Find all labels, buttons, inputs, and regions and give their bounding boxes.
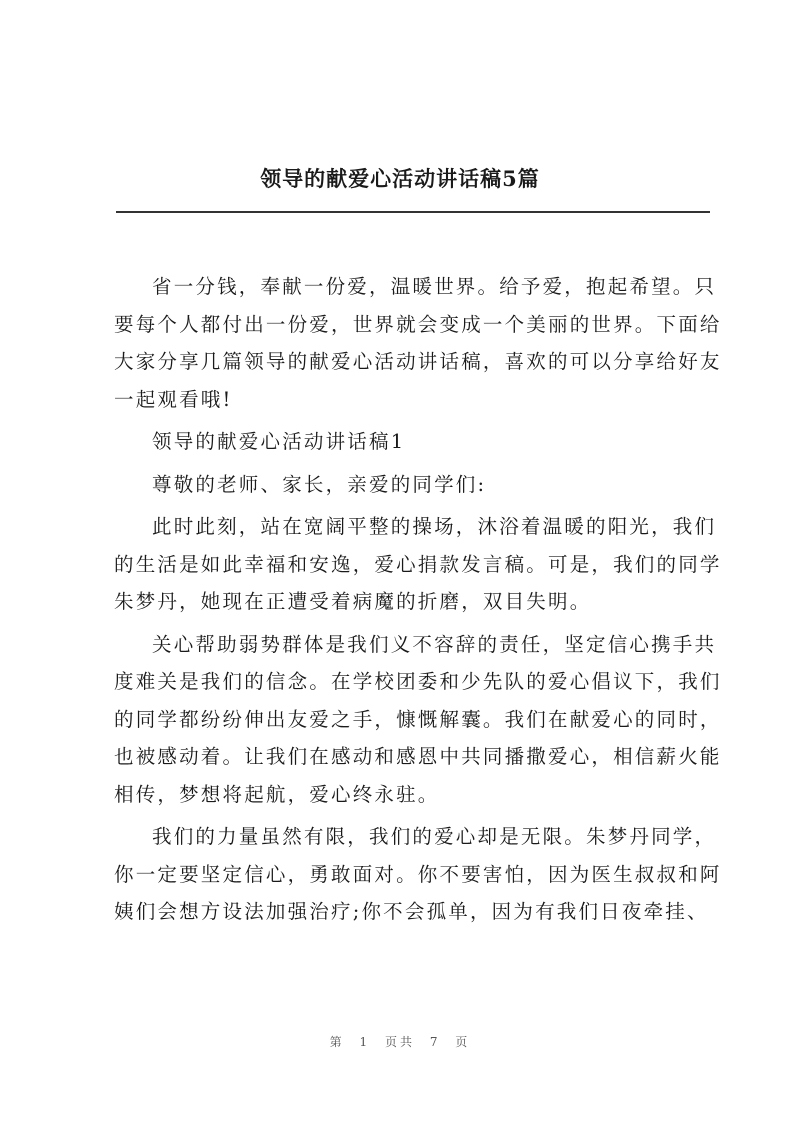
paragraph-line: 大家分享几篇领导的献爱心活动讲话稿，喜欢的可以分享给好友 bbox=[114, 350, 722, 373]
page-footer bbox=[0, 1033, 800, 1050]
paragraph-line: 相传，梦想将起航，爱心终永驻。 bbox=[114, 782, 440, 806]
footer-prefix: 第 bbox=[329, 1035, 345, 1049]
paragraph-line: 省一分钱，奉献一份爱，温暖世界。给予爱，抱起希望。只 bbox=[152, 275, 717, 298]
paragraph-line: 要每个人都付出一份爱，世界就会变成一个美丽的世界。下面给 bbox=[114, 312, 722, 336]
section-heading: 领导的献爱心活动讲话稿1 bbox=[152, 430, 406, 453]
paragraph-line: 我们的力量虽然有限，我们的爱心却是无限。朱梦丹同学， bbox=[152, 825, 717, 848]
paragraph-line: 一起观看哦! bbox=[114, 387, 233, 411]
paragraph-line: 关心帮助弱势群体是我们义不容辞的责任，坚定信心携手共 bbox=[152, 632, 717, 656]
page-title: 领导的献爱心活动讲话稿5篇 bbox=[260, 166, 540, 191]
paragraph-line: 度难关是我们的信念。在学校团委和少先队的爱心倡议下，我们 bbox=[114, 670, 722, 693]
salutation: 尊敬的老师、家长，亲爱的同学们: bbox=[152, 472, 487, 496]
total-pages: 7 bbox=[429, 1035, 441, 1049]
document-body bbox=[114, 268, 722, 931]
paragraph-line: 朱梦丹，她现在正遭受着病魔的折磨，双目失明。 bbox=[114, 590, 592, 613]
paragraph-line: 姨们会想方设法加强治疗;你不会孤单，因为有我们日夜牵挂、 bbox=[114, 900, 709, 923]
footer-suffix: 页 bbox=[455, 1035, 471, 1049]
paragraph-line: 你一定要坚定信心，勇敢面对。你不要害怕，因为医生叔叔和阿 bbox=[114, 862, 722, 886]
current-page-number: 1 bbox=[359, 1035, 371, 1049]
paragraph-line: 的生活是如此幸福和安逸，爱心捐款发言稿。可是，我们的同学 bbox=[114, 552, 722, 576]
footer-mid: 页共 bbox=[384, 1035, 415, 1049]
title-divider bbox=[116, 211, 710, 213]
paragraph-line: 也被感动着。让我们在感动和感恩中共同播撒爱心，相信薪火能 bbox=[114, 745, 722, 768]
paragraph-line: 此时此刻，站在宽阔平整的操场，沐浴着温暖的阳光，我们 bbox=[152, 515, 717, 538]
paragraph-line: 的同学都纷纷伸出友爱之手，慷慨解囊。我们在献爱心的同时， bbox=[114, 707, 722, 731]
